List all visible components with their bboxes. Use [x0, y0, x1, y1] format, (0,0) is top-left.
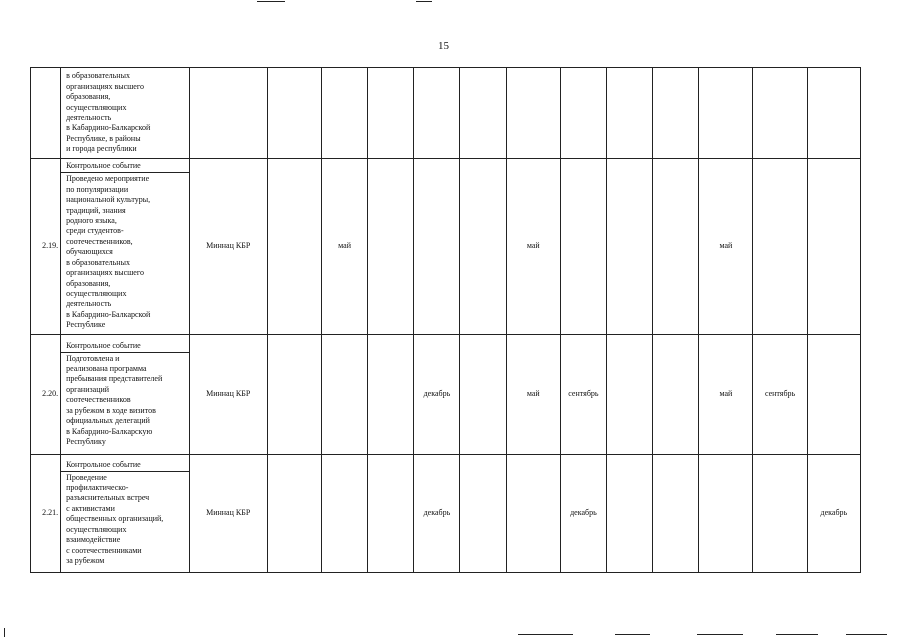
schedule-cell	[753, 68, 807, 159]
scan-mark-top-1	[257, 1, 285, 2]
schedule-cell	[807, 159, 860, 335]
schedule-cell	[460, 159, 506, 335]
schedule-cell	[606, 455, 652, 573]
schedule-cell	[414, 159, 460, 335]
schedule-cell	[606, 335, 652, 455]
schedule-cell	[368, 68, 414, 159]
page-number: 15	[438, 40, 449, 52]
row-number	[31, 68, 61, 159]
schedule-cell	[506, 455, 560, 573]
event-description: в образовательных организациях высшего образования, осуществляющих деятельность в Кабардино-Балкарской Республике, в районы и города республики	[66, 71, 151, 154]
row-number: 2.21.	[31, 455, 61, 573]
executor	[189, 68, 267, 159]
schedule-cell: май	[699, 335, 753, 455]
schedule-cell	[460, 68, 506, 159]
event-description: Проведение профилактическо- разъяснительных встреч с активистами общественных организаций, осуществляющих взаимодействие с соотечественниками за рубежом	[66, 472, 164, 565]
schedule-cell: сентябрь	[753, 335, 807, 455]
schedule-cell	[653, 159, 699, 335]
schedule-cell: декабрь	[560, 455, 606, 573]
schedule-cell	[506, 68, 560, 159]
schedule-cell	[322, 335, 368, 455]
schedule-cell	[807, 335, 860, 455]
schedule-cell	[460, 455, 506, 573]
schedule-cell: декабрь	[414, 335, 460, 455]
executor: Миннац КБР	[189, 455, 267, 573]
schedule-cell	[322, 455, 368, 573]
schedule-cell	[653, 335, 699, 455]
table-row	[31, 455, 861, 573]
schedule-cell	[267, 335, 321, 455]
schedule-cell	[753, 455, 807, 573]
schedule-cell	[653, 455, 699, 573]
schedule-cell: декабрь	[414, 455, 460, 573]
schedule-cell	[807, 68, 860, 159]
table-row	[31, 335, 861, 455]
scan-mark-bottom-5	[846, 634, 887, 635]
scan-mark-bottom-3	[697, 634, 743, 635]
schedule-cell	[560, 68, 606, 159]
scan-mark-bottom-4	[776, 634, 818, 635]
schedule-cell	[267, 159, 321, 335]
schedule-cell	[414, 68, 460, 159]
schedule-cell	[606, 159, 652, 335]
schedule-cell	[653, 68, 699, 159]
schedule-cell	[753, 159, 807, 335]
schedule-cell	[322, 68, 368, 159]
schedule-cell	[560, 159, 606, 335]
plan-table	[30, 67, 861, 573]
schedule-cell	[267, 455, 321, 573]
event-description-cell	[61, 455, 189, 573]
control-event-label: Контрольное событие	[61, 341, 188, 353]
schedule-cell: май	[506, 159, 560, 335]
event-description: Подготовлена и реализована программа пребывания представителей организаций соотечественников за рубежом в ходе визитов официальных делегаций в Кабардино-Балкарскую Республику	[66, 353, 163, 446]
schedule-cell: май	[322, 159, 368, 335]
event-description-cell	[61, 335, 189, 455]
scan-mark-bottom-2	[615, 634, 650, 635]
schedule-cell	[460, 335, 506, 455]
control-event-label: Контрольное событие	[61, 460, 188, 472]
schedule-cell: май	[506, 335, 560, 455]
schedule-cell	[368, 159, 414, 335]
event-description-cell	[61, 159, 189, 335]
schedule-cell: декабрь	[807, 455, 860, 573]
plan-table-body	[31, 68, 861, 573]
schedule-cell	[368, 335, 414, 455]
executor: Миннац КБР	[189, 335, 267, 455]
schedule-cell	[699, 68, 753, 159]
schedule-cell: сентябрь	[560, 335, 606, 455]
table-row	[31, 159, 861, 335]
schedule-cell	[267, 68, 321, 159]
schedule-cell	[606, 68, 652, 159]
table-row	[31, 68, 861, 159]
scan-mark-bottom-1	[518, 634, 573, 635]
schedule-cell: май	[699, 159, 753, 335]
event-description-cell	[61, 68, 189, 159]
scan-mark-left	[4, 628, 5, 637]
scan-mark-top-2	[416, 1, 432, 2]
row-number: 2.19.	[31, 159, 61, 335]
row-number: 2.20.	[31, 335, 61, 455]
executor: Миннац КБР	[189, 159, 267, 335]
control-event-label: Контрольное событие	[61, 161, 188, 173]
schedule-cell	[368, 455, 414, 573]
event-description: Проведено мероприятие по популяризации национальной культуры, традиций, знания родного языка, среди студентов- соотечественников, обучающихся в образовательных организациях высшего образования, осуществляющих деятельность в Кабардино-Балкарской Республике	[66, 174, 151, 330]
schedule-cell	[699, 455, 753, 573]
